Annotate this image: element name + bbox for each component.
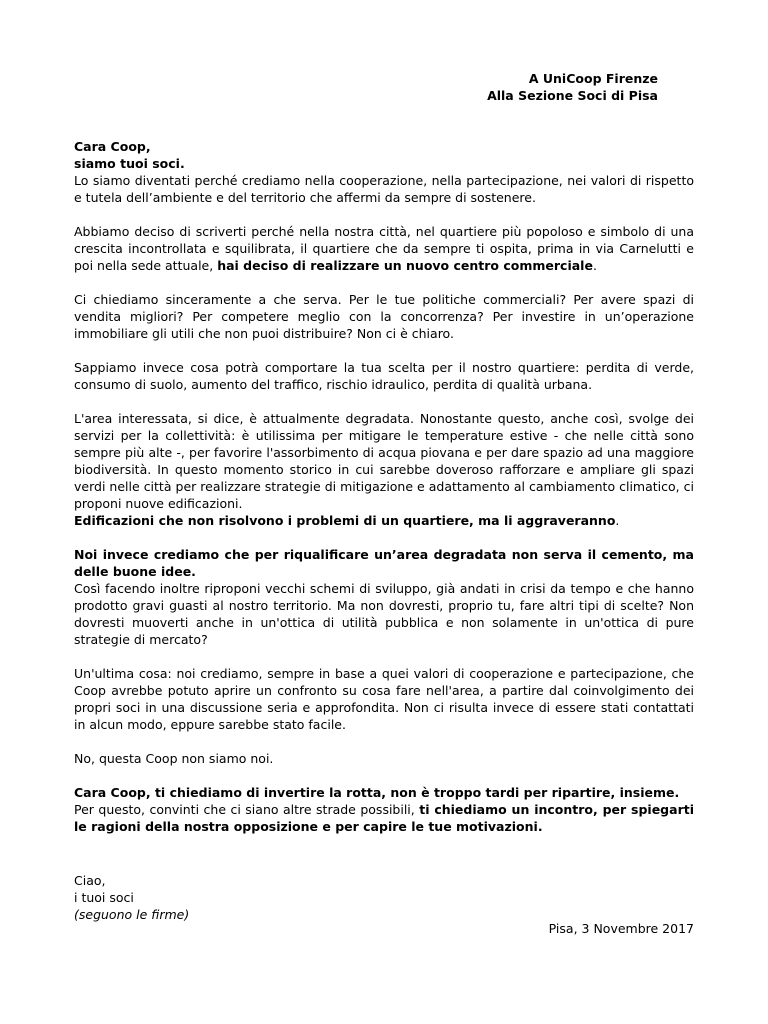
- paragraph-7: Un'ultima cosa: noi crediamo, sempre in base a quei valori di cooperazione e partecipazione, che Coop avrebbe potuto aprire un confronto su cosa fare nell'area, a partire dal coinvolgimento dei propri soci in una discussione seria e approfondita. Non ci risulta invece di essere stati contattati in alcun modo, eppure sarebbe stato facile.: [74, 666, 694, 732]
- paragraph-3: Ci chiediamo sinceramente a che serva. Per le tue politiche commerciali? Per avere spazi di vendita migliori? Per competere meglio con la concorrenza? Per investire in un’operazione immobiliare gli utili che non puoi distribuire? Non ci è chiaro.: [74, 292, 694, 341]
- paragraph-5-emphasis: Edificazioni che non risolvono i problemi di un quartiere, ma li aggraveranno: [74, 513, 616, 528]
- paragraph-4: Sappiamo invece cosa potrà comportare la tua scelta per il nostro quartiere: perdita di verde, consumo di suolo, aumento del traffico, rischio idraulico, perdita di qualità urbana.: [74, 360, 694, 392]
- addressee-line-2: Alla Sezione Soci di Pisa: [487, 88, 658, 103]
- paragraph-2-end: .: [592, 258, 597, 273]
- paragraph-9-emphasis-2: ti chiediamo un incontro, per spiegarti le ragioni della nostra opposizione e per capire le tue motivazioni.: [74, 802, 694, 834]
- paragraph-2-emphasis: hai deciso di realizzare un nuovo centro commerciale: [217, 258, 593, 273]
- paragraph-2: [74, 223, 694, 274]
- closing-line-3: (seguono le firme): [74, 907, 190, 922]
- addressee-block: [487, 70, 658, 104]
- paragraph-2-text: Abbiamo deciso di scriverti perché nella nostra città, nel quartiere più popoloso e simbolo di una crescita incontrollata e squilibrata, il quartiere che da sempre ti ospita, prima in via Carnelutti e poi nella sede attuale,: [74, 224, 694, 273]
- letter-body: [74, 138, 694, 852]
- salutation-line-1: Cara Coop,: [74, 139, 151, 154]
- paragraph-9-text: Per questo, convinti che ci siano altre strade possibili,: [74, 802, 420, 817]
- paragraph-9: [74, 784, 694, 835]
- paragraph-8: No, questa Coop non siamo noi.: [74, 751, 274, 766]
- paragraph-5: [74, 410, 694, 529]
- paragraph-6: [74, 546, 694, 648]
- paragraph-6-emphasis: Noi invece crediamo che per riqualificare un’area degradata non serva il cemento, ma delle buone idee.: [74, 547, 694, 579]
- paragraph-5-text: L'area interessata, si dice, è attualmente degradata. Nonostante questo, anche così, svolge dei servizi per la collettività: è utilissima per mitigare le temperature estive - che nelle città sono sempre più alte -, per favorire l'assorbimento di acqua piovana e per dare spazio ad una maggiore biodiversità. In questo momento storico in cui sarebbe doveroso rafforzare e ampliare gli spazi verdi nelle città per realizzare strategie di mitigazione e adattamento al cambiamento climatico, ci proponi nuove edificazioni.: [74, 411, 694, 511]
- paragraph-5-end: .: [615, 513, 620, 528]
- closing-line-1: Ciao,: [74, 873, 106, 888]
- closing-line-2: i tuoi soci: [74, 890, 134, 905]
- paragraph-6-text: Così facendo inoltre riproponi vecchi schemi di sviluppo, già andati in crisi da tempo e che hanno prodotto gravi guasti al nostro territorio. Ma non dovresti, proprio tu, fare altri tipi di scelte? Non dovresti muoverti anche in un'ottica di utilità pubblica e non solamente in un'ottica di pure strategie di mercato?: [74, 581, 694, 647]
- date-line: Pisa, 3 Novembre 2017: [548, 921, 694, 936]
- salutation-line-2: siamo tuoi soci.: [74, 156, 185, 171]
- closing-block: [74, 872, 189, 923]
- paragraph-1: Lo siamo diventati perché crediamo nella cooperazione, nella partecipazione, nei valori di rispetto e tutela dell’ambiente e del territorio che affermi da sempre di sostenere.: [74, 173, 694, 205]
- paragraph-9-emphasis: Cara Coop, ti chiediamo di invertire la rotta, non è troppo tardi per ripartire, insieme.: [74, 785, 680, 800]
- addressee-line-1: A UniCoop Firenze: [528, 71, 658, 86]
